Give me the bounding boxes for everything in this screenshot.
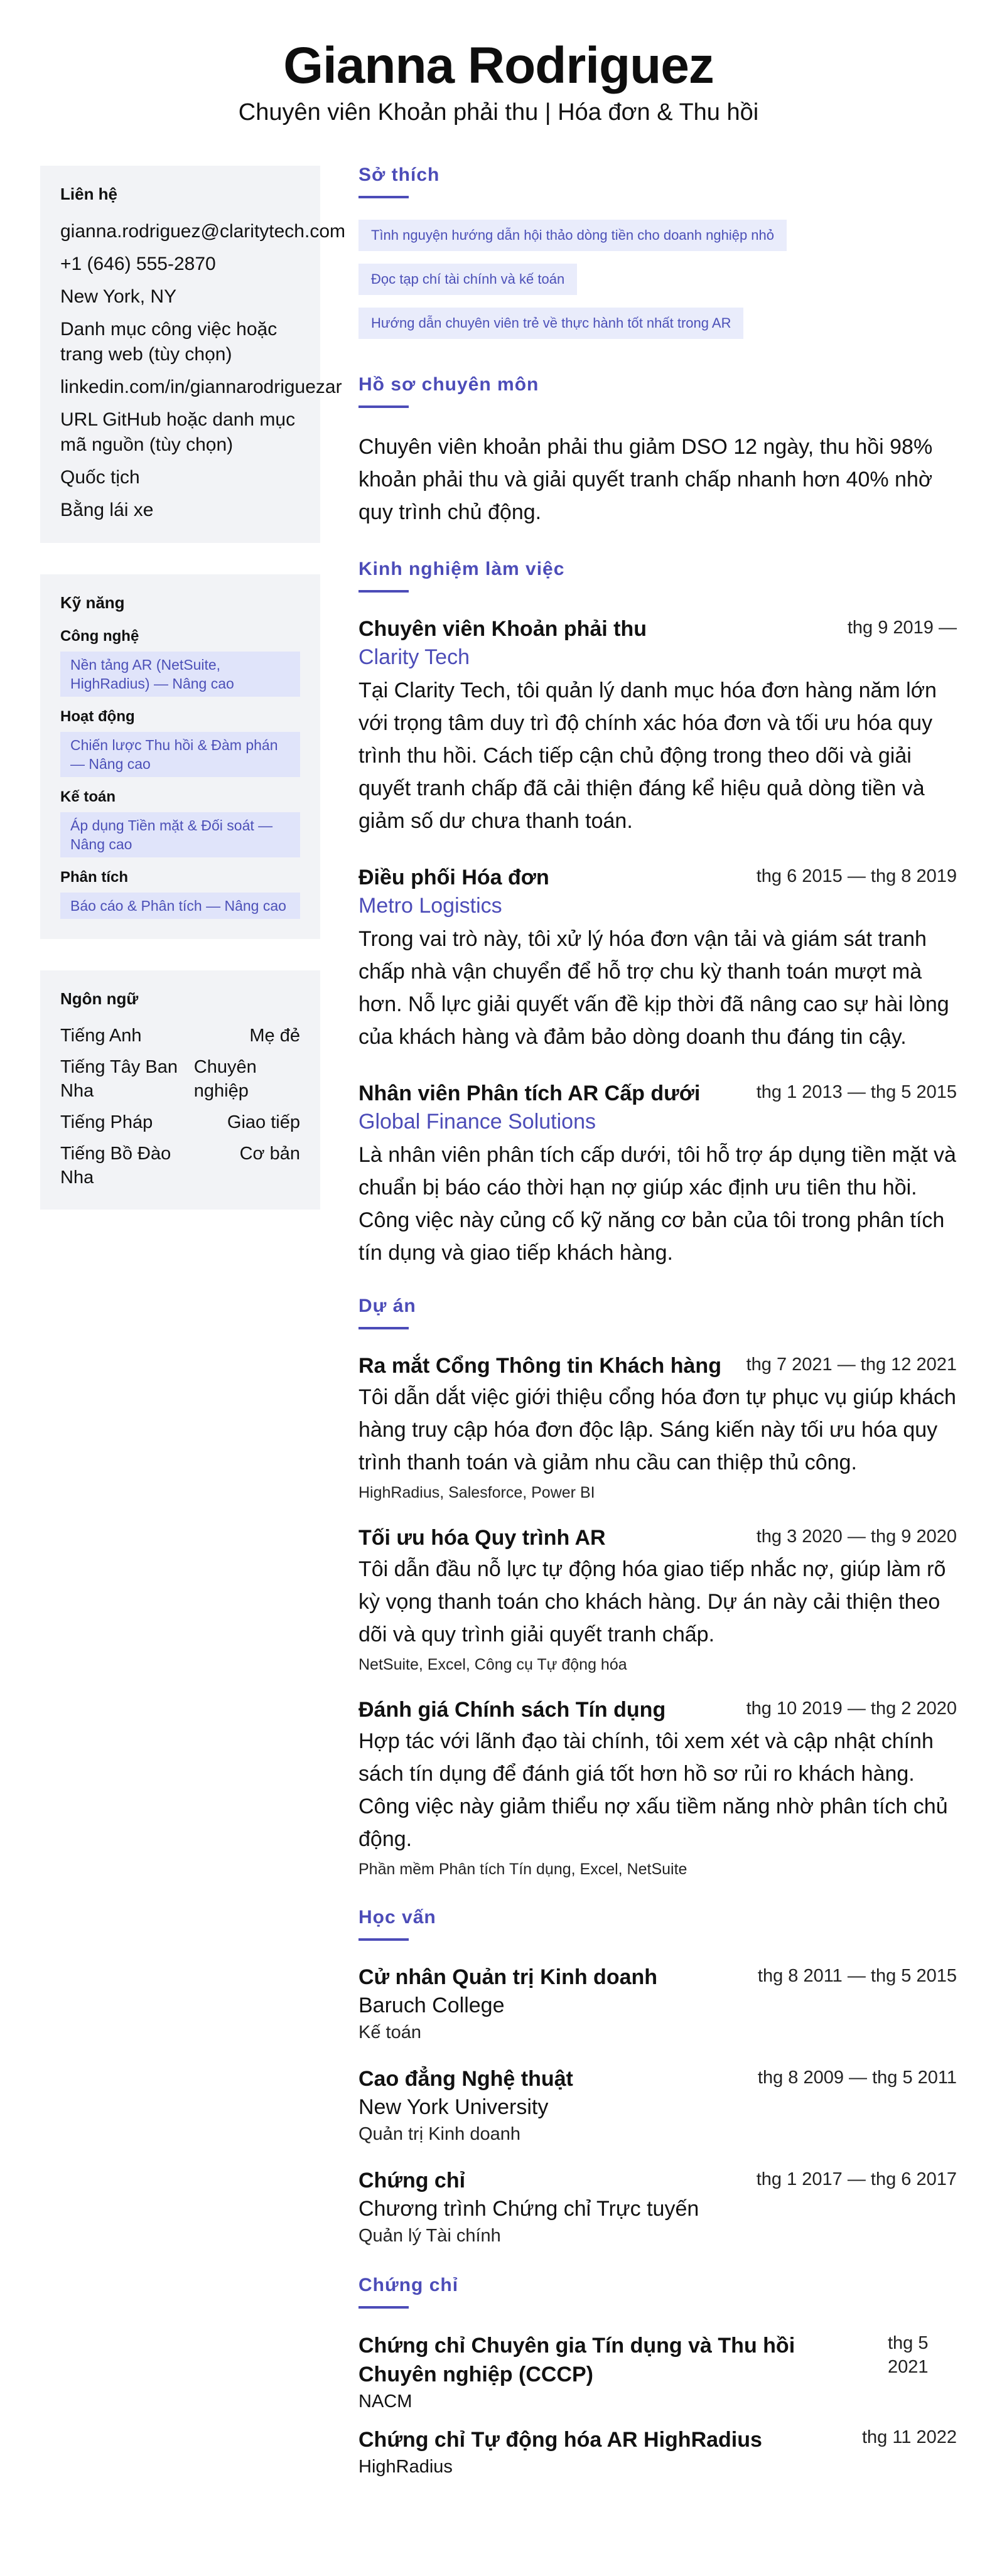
candidate-subtitle: Chuyên viên Khoản phải thu | Hóa đơn & Thu hồi xyxy=(238,99,759,126)
skill-group xyxy=(60,788,300,857)
experience-entry xyxy=(358,864,957,1053)
skills-title: Kỹ năng xyxy=(60,593,125,612)
contact-github[interactable]: URL GitHub hoặc danh mục mã nguồn (tùy chọn) xyxy=(60,409,296,455)
skill-category: Kế toán xyxy=(60,788,116,805)
job-date: thg 6 2015 — thg 8 2019 xyxy=(756,866,957,886)
certificate-date: thg 11 2022 xyxy=(861,2427,957,2447)
certificate-entry xyxy=(358,2331,957,2414)
experience-title: Kinh nghiệm làm việc xyxy=(358,559,565,579)
degree-title: Cao đẳng Nghệ thuật xyxy=(358,2067,573,2091)
language-name: Tiếng Anh xyxy=(60,1026,142,1046)
profile-section xyxy=(358,374,957,529)
project-date: thg 7 2021 — thg 12 2021 xyxy=(746,1355,957,1375)
job-title: Nhân viên Phân tích AR Cấp dưới xyxy=(358,1081,701,1105)
language-level: Mẹ đẻ xyxy=(249,1026,300,1046)
education-title: Học vấn xyxy=(358,1907,436,1928)
company-name: Metro Logistics xyxy=(358,894,502,918)
project-entry xyxy=(358,1696,957,1881)
field-of-study: Quản lý Tài chính xyxy=(358,2226,501,2246)
project-entry xyxy=(358,1352,957,1504)
project-tech: NetSuite, Excel, Công cụ Tự động hóa xyxy=(358,1656,627,1673)
language-row xyxy=(60,1055,300,1103)
skill-tag: Chiến lược Thu hồi & Đàm phán — Nâng cao xyxy=(60,732,300,777)
languages-card xyxy=(40,970,320,1210)
education-entry xyxy=(358,2065,957,2147)
main-content xyxy=(358,164,957,2509)
project-entry xyxy=(358,1524,957,1676)
skill-tag: Nền tảng AR (NetSuite, HighRadius) — Nâng cao xyxy=(60,652,300,697)
language-level: Cơ bản xyxy=(239,1144,300,1164)
job-date: thg 9 2019 — xyxy=(847,618,957,638)
contact-title: Liên hệ xyxy=(60,185,118,203)
company-name: Global Finance Solutions xyxy=(358,1110,596,1134)
project-title: Đánh giá Chính sách Tín dụng xyxy=(358,1698,666,1722)
skill-group xyxy=(60,869,300,919)
project-description: Tôi dẫn dắt việc giới thiệu cổng hóa đơn tự phục vụ giúp khách hàng truy cập hóa đơn độc lập. Sáng kiến này tối ưu hóa quy trình thanh toán và giảm nhu cầu can thiệp thủ công. xyxy=(358,1385,956,1474)
education-entry xyxy=(358,2167,957,2248)
skill-category: Công nghệ xyxy=(60,628,139,645)
section-divider xyxy=(358,405,409,408)
candidate-name: Gianna Rodriguez xyxy=(283,37,714,94)
certificate-title: Chứng chỉ Tự động hóa AR HighRadius xyxy=(358,2428,762,2452)
project-tech: HighRadius, Salesforce, Power BI xyxy=(358,1484,595,1501)
profile-summary: Chuyên viên khoản phải thu giảm DSO 12 ngày, thu hồi 98% khoản phải thu và giải quyết tranh chấp nhanh hơn 40% nhờ quy trình chủ động. xyxy=(358,435,933,524)
certificate-issuer: HighRadius xyxy=(358,2457,453,2477)
language-row xyxy=(60,1110,300,1134)
skills-card xyxy=(40,574,320,939)
language-row xyxy=(60,1024,300,1048)
section-divider xyxy=(358,2306,409,2309)
contact-card xyxy=(40,166,345,543)
skill-tag: Báo cáo & Phân tích — Nâng cao xyxy=(60,893,300,919)
education-date: thg 8 2011 — thg 5 2015 xyxy=(757,1966,957,1986)
job-description: Là nhân viên phân tích cấp dưới, tôi hỗ trợ áp dụng tiền mặt và chuẩn bị báo cáo thời hạn nợ giúp xác định ưu tiên thu hồi. Công việc này củng cố kỹ năng cơ bản của tôi trong phân tích tín dụng và giao tiếp khách hàng. xyxy=(358,1143,956,1265)
job-title: Chuyên viên Khoản phải thu xyxy=(358,617,647,641)
skill-category: Hoạt động xyxy=(60,708,135,725)
project-description: Hợp tác với lãnh đạo tài chính, tôi xem xét và cập nhật chính sách tín dụng để đánh giá tốt hơn hồ sơ rủi ro khách hàng. Công việc này giảm thiểu nợ xấu tiềm năng nhờ phân tích chủ động. xyxy=(358,1729,948,1851)
certificates-title: Chứng chỉ xyxy=(358,2275,459,2295)
project-tech: Phần mềm Phân tích Tín dụng, Excel, NetSuite xyxy=(358,1860,687,1878)
certificate-entry xyxy=(358,2425,957,2479)
contact-phone[interactable]: +1 (646) 555-2870 xyxy=(60,254,216,274)
language-name: Tiếng Pháp xyxy=(60,1112,153,1132)
project-date: thg 3 2020 — thg 9 2020 xyxy=(756,1527,957,1547)
language-row xyxy=(60,1142,300,1189)
project-title: Tối ưu hóa Quy trình AR xyxy=(358,1526,606,1550)
section-divider xyxy=(358,196,409,198)
school-name: New York University xyxy=(358,2095,549,2119)
contact-portfolio[interactable]: Danh mục công việc hoặc trang web (tùy chọn) xyxy=(60,319,278,365)
interest-chip: Tình nguyện hướng dẫn hội thảo dòng tiền cho doanh nghiệp nhỏ xyxy=(358,220,787,251)
education-entry xyxy=(358,1963,957,2045)
contact-driving-license: Bằng lái xe xyxy=(60,500,154,520)
company-name: Clarity Tech xyxy=(358,645,470,669)
job-date: thg 1 2013 — thg 5 2015 xyxy=(756,1082,957,1102)
certificate-date: thg 5 2021 xyxy=(888,2333,929,2377)
skill-group xyxy=(60,628,300,697)
project-date: thg 10 2019 — thg 2 2020 xyxy=(746,1699,957,1719)
school-name: Chương trình Chứng chỉ Trực tuyến xyxy=(358,2197,699,2221)
section-divider xyxy=(358,1327,409,1329)
degree-title: Cử nhân Quản trị Kinh doanh xyxy=(358,1965,658,1989)
language-name: Tiếng Bồ Đào Nha xyxy=(60,1144,171,1188)
field-of-study: Quản trị Kinh doanh xyxy=(358,2124,520,2144)
contact-email[interactable]: gianna.rodriguez@claritytech.com xyxy=(60,221,345,242)
certificate-issuer: NACM xyxy=(358,2391,412,2412)
experience-section xyxy=(358,559,957,1269)
resume-header xyxy=(0,0,997,128)
languages-title: Ngôn ngữ xyxy=(60,989,139,1008)
degree-title: Chứng chỉ xyxy=(358,2169,466,2192)
project-description: Tôi dẫn đầu nỗ lực tự động hóa giao tiếp nhắc nợ, giúp làm rõ kỳ vọng thanh toán cho khách hàng. Dự án này cải thiện theo dõi và quy trình giải quyết tranh chấp. xyxy=(358,1557,946,1646)
language-level: Giao tiếp xyxy=(227,1112,300,1132)
contact-nationality: Quốc tịch xyxy=(60,467,140,488)
job-description: Tại Clarity Tech, tôi quản lý danh mục hóa đơn hàng năm lớn với trọng tâm duy trì độ chính xác hóa đơn và tối ưu hóa quy trình thu hồi. Cách tiếp cận chủ động trong theo dõi và giải quyết tranh chấp đã cải thiện đáng kể hiệu quả dòng tiền và giảm số dư chưa thanh toán. xyxy=(358,679,937,833)
education-date: thg 8 2009 — thg 5 2011 xyxy=(757,2068,957,2088)
job-title: Điều phối Hóa đơn xyxy=(358,866,549,889)
interests-section xyxy=(358,164,957,339)
school-name: Baruch College xyxy=(358,1994,505,2017)
contact-linkedin[interactable]: linkedin.com/in/giannarodriguezar xyxy=(60,377,342,397)
skill-category: Phân tích xyxy=(60,869,129,886)
education-date: thg 1 2017 — thg 6 2017 xyxy=(756,2169,957,2189)
project-title: Ra mắt Cổng Thông tin Khách hàng xyxy=(358,1354,721,1378)
education-section xyxy=(358,1907,957,2248)
interest-chip: Đọc tạp chí tài chính và kế toán xyxy=(358,264,577,295)
experience-entry xyxy=(358,615,957,837)
interest-chip: Hướng dẫn chuyên viên trẻ về thực hành tốt nhất trong AR xyxy=(358,308,743,339)
skill-tag: Áp dụng Tiền mặt & Đối soát — Nâng cao xyxy=(60,812,300,857)
skill-group xyxy=(60,708,300,777)
job-description: Trong vai trò này, tôi xử lý hóa đơn vận tải và giám sát tranh chấp nhà vận chuyển để hỗ trợ chu kỳ thanh toán mượt mà hơn. Nỗ lực giải quyết vấn đề kịp thời đã nâng cao sự hài lòng của khách hàng và đảm bảo dòng doanh thu đáng tin cậy. xyxy=(358,927,949,1049)
interests-title: Sở thích xyxy=(358,164,440,185)
profile-title: Hồ sơ chuyên môn xyxy=(358,374,539,395)
contact-location: New York, NY xyxy=(60,286,177,307)
projects-section xyxy=(358,1296,957,1881)
section-divider xyxy=(358,1938,409,1941)
language-level: Chuyên nghiệp xyxy=(193,1057,257,1101)
field-of-study: Kế toán xyxy=(358,2022,421,2042)
certificate-title: Chứng chỉ Chuyên gia Tín dụng và Thu hồi Chuyên nghiệp (CCCP) xyxy=(358,2334,795,2386)
sidebar xyxy=(40,166,345,1241)
certificates-section xyxy=(358,2275,957,2479)
section-divider xyxy=(358,590,409,593)
projects-title: Dự án xyxy=(358,1296,416,1316)
language-name: Tiếng Tây Ban Nha xyxy=(60,1057,178,1101)
experience-entry xyxy=(358,1080,957,1269)
